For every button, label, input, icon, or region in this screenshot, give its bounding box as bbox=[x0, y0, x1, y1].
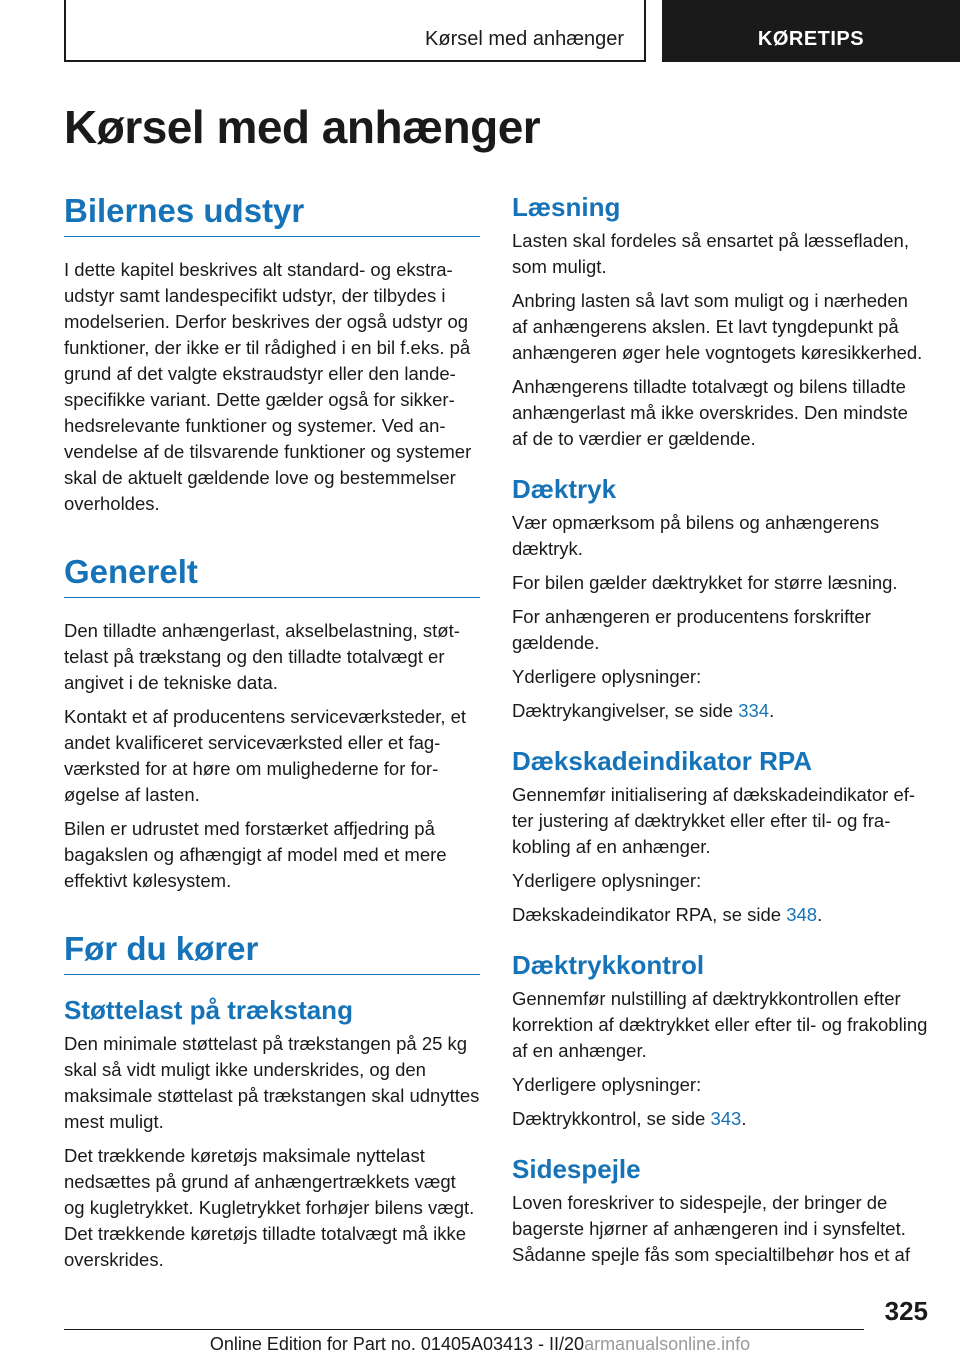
paragraph: For bilen gælder dæktrykket for større læsning. bbox=[512, 572, 898, 593]
watermark: armanualsonline.info bbox=[584, 1334, 751, 1354]
subheading-side-mirrors: Sidespejle bbox=[512, 1154, 641, 1184]
footer-edition bbox=[0, 1334, 960, 1355]
subheading-tongue-load: Støttelast på trækstang bbox=[64, 995, 353, 1025]
paragraph: Vær opmærksom på bilens og anhængerens dæktryk. bbox=[512, 512, 880, 559]
paragraph: For anhængeren er producentens forskrifter gældende. bbox=[512, 606, 871, 653]
subheading-rpa: Dækskadeindikator RPA bbox=[512, 746, 813, 776]
header-chapter-tab: KØRETIPS bbox=[662, 0, 960, 62]
right-column bbox=[512, 192, 928, 1276]
paragraph: Yderligere oplysninger: bbox=[512, 666, 702, 687]
edition-text: Online Edition for Part no. 01405A03413 - II/20 bbox=[209, 1334, 585, 1354]
footer-divider bbox=[64, 1329, 864, 1330]
paragraph: Bilen er udrustet med forstærket affjedring på bagakslen og afhængigt af model med et mere effektivt kølesystem. bbox=[64, 818, 447, 891]
paragraph: Gennemfør initialisering af dækskadeindikator efter justering af dæktrykket eller efter til- og frakobling af en anhænger. bbox=[512, 784, 916, 857]
page-title: Kørsel med anhænger bbox=[64, 101, 541, 153]
header-section-box bbox=[64, 0, 646, 62]
section-heading-before-driving: Før du kører bbox=[64, 930, 480, 975]
paragraph: I dette kapitel beskrives alt standard- og ekstraudstyr samt landespecifikt udstyr, der tilbydes i modelserien. Derfor beskrives der også udstyr og funktioner, der ikke er til rådighed i en bil f.eks. på grund af det valgte ekstraudstyr eller den landespecifikke variant. Dette gælder også for sikkerhedsrelevante funktioner og systemer. Ved anvendelse af de tilsvarende funktioner og systemer skal de aktuelt gældende love og bestemmelser overholdes. bbox=[64, 259, 472, 514]
page-link-334[interactable]: 334 bbox=[738, 700, 770, 721]
cross-reference: Dæktrykkontrol, se side 343. bbox=[512, 1108, 747, 1129]
paragraph: Den tilladte anhængerlast, akselbelastning, støttelast på trækstang og den tilladte totalvægt er angivet i de tekniske data. bbox=[64, 620, 460, 693]
subheading-tire-pressure: Dæktryk bbox=[512, 474, 617, 504]
subheading-tire-pressure-control: Dæktrykkontrol bbox=[512, 950, 705, 980]
page-link-343[interactable]: 343 bbox=[710, 1108, 742, 1129]
left-column bbox=[64, 192, 480, 1281]
paragraph: Det trækkende køretøjs maksimale nyttelast nedsættes på grund af anhængertrækkets vægt og kugletrykket. Kugletrykket forhøjer bilens vægt. Det trækkende køretøjs tilladte totalvægt må ikke overskrides. bbox=[64, 1145, 475, 1270]
paragraph: Den minimale støttelast på trækstangen på 25 kg skal så vidt muligt ikke underskrides, og den maksimale støttelast på trækstangen skal udnyttes mest muligt. bbox=[64, 1033, 480, 1132]
header-section-title: Kørsel med anhænger bbox=[425, 28, 624, 50]
page-link-348[interactable]: 348 bbox=[786, 904, 818, 925]
paragraph: Anhængerens tilladte totalvægt og bilens tilladte anhængerlast må ikke overskrides. Den mindste af de to værdier er gældende. bbox=[512, 376, 908, 449]
paragraph: Kontakt et af producentens serviceværksteder, et andet kvalificeret serviceværksted eller et fagværksted for at høre om mulighederne for forøgelse af lasten. bbox=[64, 706, 467, 805]
paragraph: Anbring lasten så lavt som muligt og i nærheden af anhængerens akslen. Et lavt tyngdepunkt på anhængeren øger hele vogntogets køresikkerhed. bbox=[512, 290, 923, 363]
subheading-loading: Læsning bbox=[512, 192, 621, 222]
page-number: 325 bbox=[884, 1296, 928, 1326]
paragraph: Loven foreskriver to sidespejle, der bringer de bagerste hjørner af anhængeren ind i synsfeltet. Sådanne spejle fås som specialtilbehør hos et af bbox=[512, 1192, 910, 1265]
page-header bbox=[64, 0, 960, 66]
section-heading-equipment: Bilernes udstyr bbox=[64, 192, 480, 237]
section-heading-general: Generelt bbox=[64, 553, 480, 598]
paragraph: Gennemfør nulstilling af dæktrykkontrollen efter korrektion af dæktrykket eller efter til- og frakobling af en anhænger. bbox=[512, 988, 928, 1061]
paragraph: Yderligere oplysninger: bbox=[512, 870, 702, 891]
cross-reference: Dæktrykangivelser, se side 334. bbox=[512, 700, 775, 721]
paragraph: Yderligere oplysninger: bbox=[512, 1074, 702, 1095]
paragraph: Lasten skal fordeles så ensartet på læssefladen, som muligt. bbox=[512, 230, 909, 277]
cross-reference: Dækskadeindikator RPA, se side 348. bbox=[512, 904, 823, 925]
